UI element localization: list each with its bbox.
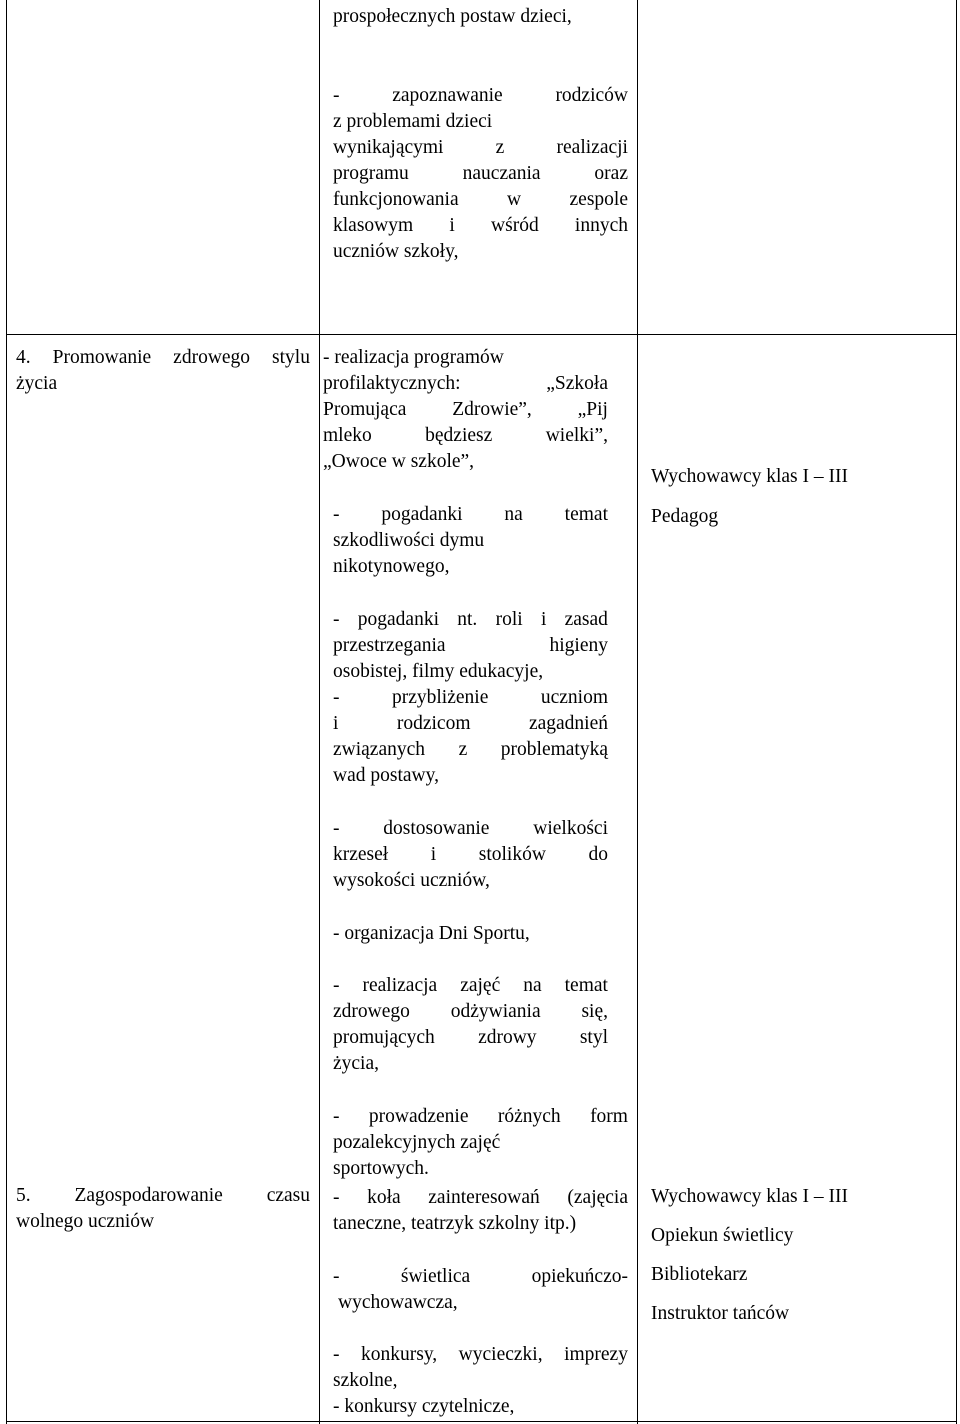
cell-text-line: wychowawcza, bbox=[338, 1292, 458, 1313]
word: wynikającymi bbox=[333, 137, 444, 158]
word: dostosowanie bbox=[383, 818, 490, 839]
word: „Pij bbox=[577, 399, 608, 420]
cell-text-line: życia, bbox=[333, 1053, 380, 1074]
word: klasowym bbox=[333, 215, 414, 236]
cell-text-line bbox=[333, 1104, 628, 1130]
word: rodziców bbox=[555, 85, 628, 106]
word: - bbox=[333, 818, 340, 839]
cell-text-line bbox=[333, 1342, 628, 1368]
word: zespole bbox=[569, 189, 628, 210]
word: temat bbox=[564, 504, 608, 525]
cell-text-line bbox=[333, 1185, 628, 1211]
cell-text-line bbox=[333, 999, 608, 1025]
cell-text-line bbox=[333, 1264, 628, 1290]
row-title-line bbox=[16, 345, 310, 371]
responsible-person: Bibliotekarz bbox=[651, 1264, 748, 1285]
word: realizacja bbox=[362, 975, 438, 996]
cell-text-line: wysokości uczniów, bbox=[333, 870, 490, 891]
table-border-bottom bbox=[6, 1421, 957, 1422]
cell-text-line: osobistej, filmy edukacyje, bbox=[333, 661, 544, 682]
table-row-divider bbox=[6, 334, 957, 335]
cell-text-line: wad postawy, bbox=[333, 765, 439, 786]
cell-text-line bbox=[333, 842, 608, 868]
word: będziesz bbox=[425, 425, 493, 446]
word: różnych bbox=[497, 1106, 561, 1127]
word: 4. bbox=[16, 347, 31, 368]
word: Promowanie bbox=[52, 347, 152, 368]
cell-text-line bbox=[333, 213, 628, 239]
word: nauczania bbox=[462, 163, 541, 184]
row-title-line: wolnego uczniów bbox=[16, 1211, 155, 1232]
word: - bbox=[333, 1266, 340, 1287]
word: wielki”, bbox=[545, 425, 608, 446]
word: realizacji bbox=[556, 137, 628, 158]
word: Zdrowie”, bbox=[452, 399, 532, 420]
cell-text-line bbox=[333, 607, 608, 633]
word: - bbox=[333, 85, 340, 106]
row-title-line: życia bbox=[16, 373, 58, 394]
cell-text-line: pozalekcyjnych zajęć bbox=[333, 1132, 501, 1153]
word: zainteresowań bbox=[428, 1187, 540, 1208]
responsible-person: Wychowawcy klas I – III bbox=[651, 466, 848, 487]
word: z bbox=[458, 739, 468, 760]
word: i bbox=[430, 844, 437, 865]
word: - bbox=[333, 687, 340, 708]
cell-text-line: taneczne, teatrzyk szkolny itp.) bbox=[333, 1213, 577, 1234]
word: wielkości bbox=[533, 818, 608, 839]
word: do bbox=[588, 844, 608, 865]
word: związanych bbox=[333, 739, 426, 760]
word: z bbox=[495, 137, 505, 158]
word: problematyką bbox=[500, 739, 608, 760]
word: stylu bbox=[272, 347, 310, 368]
word: koła bbox=[367, 1187, 401, 1208]
word: temat bbox=[564, 975, 608, 996]
word: zdrowego bbox=[173, 347, 251, 368]
word: krzeseł bbox=[333, 844, 389, 865]
word: na bbox=[504, 504, 523, 525]
word: - bbox=[333, 1187, 340, 1208]
word: zapoznawanie bbox=[392, 85, 503, 106]
word: uczniom bbox=[540, 687, 608, 708]
word: zajęć bbox=[460, 975, 501, 996]
word: zagadnień bbox=[528, 713, 608, 734]
word: przybliżenie bbox=[391, 687, 489, 708]
word: - bbox=[333, 1344, 340, 1365]
word: higieny bbox=[549, 635, 608, 656]
word: czasu bbox=[266, 1185, 310, 1206]
word: profilaktycznych: bbox=[323, 373, 461, 394]
word: styl bbox=[579, 1027, 608, 1048]
cell-text-line bbox=[323, 371, 608, 397]
row-title-line bbox=[16, 1183, 310, 1209]
word: innych bbox=[574, 215, 628, 236]
word: wśród bbox=[491, 215, 539, 236]
word: oraz bbox=[594, 163, 628, 184]
word: Zagospodarowanie bbox=[74, 1185, 223, 1206]
table-border-col3 bbox=[637, 0, 638, 1424]
cell-text-line bbox=[333, 633, 608, 659]
table-border-right bbox=[956, 0, 957, 1424]
word: roli bbox=[495, 609, 523, 630]
cell-text-line bbox=[333, 83, 628, 109]
cell-text-line: nikotynowego, bbox=[333, 556, 450, 577]
word: prowadzenie bbox=[368, 1106, 469, 1127]
word: pogadanki bbox=[381, 504, 463, 525]
word: Promująca bbox=[323, 399, 407, 420]
word: i bbox=[540, 609, 547, 630]
cell-text-line bbox=[333, 135, 628, 161]
cell-text-line: szkodliwości dymu bbox=[333, 530, 485, 551]
cell-text-line bbox=[323, 397, 608, 423]
cell-text-line: - realizacja programów bbox=[323, 347, 504, 368]
word: się, bbox=[581, 1001, 608, 1022]
word: „Szkoła bbox=[546, 373, 608, 394]
word: promujących bbox=[333, 1027, 435, 1048]
cell-text-line bbox=[333, 685, 608, 711]
cell-text-line bbox=[333, 737, 608, 763]
word: - bbox=[333, 609, 340, 630]
cell-text-line: - organizacja Dni Sportu, bbox=[333, 923, 530, 944]
word: mleko bbox=[323, 425, 372, 446]
cell-text-line: z problemami dzieci bbox=[333, 111, 493, 132]
word: programu bbox=[333, 163, 409, 184]
cell-text-line: szkolne, bbox=[333, 1370, 398, 1391]
word: - bbox=[333, 504, 340, 525]
word: wycieczki, bbox=[458, 1344, 543, 1365]
responsible-person: Wychowawcy klas I – III bbox=[651, 1186, 848, 1207]
word: i bbox=[449, 215, 455, 236]
word: odżywiania bbox=[450, 1001, 541, 1022]
word: stolików bbox=[478, 844, 546, 865]
word: przestrzegania bbox=[333, 635, 446, 656]
cell-text-line bbox=[333, 1025, 608, 1051]
word: świetlica bbox=[400, 1266, 471, 1287]
word: zdrowy bbox=[478, 1027, 537, 1048]
word: na bbox=[523, 975, 542, 996]
cell-text-line bbox=[333, 502, 608, 528]
word: funkcjonowania bbox=[333, 189, 459, 210]
word: 5. bbox=[16, 1185, 31, 1206]
word: i bbox=[333, 713, 339, 734]
responsible-person: Instruktor tańców bbox=[651, 1303, 790, 1324]
word: zasad bbox=[564, 609, 608, 630]
cell-text-line bbox=[333, 816, 608, 842]
word: form bbox=[590, 1106, 628, 1127]
cell-text-line bbox=[323, 423, 608, 449]
cell-text-line: prospołecznych postaw dzieci, bbox=[333, 6, 572, 27]
word: - bbox=[333, 975, 340, 996]
cell-text-line bbox=[333, 711, 608, 737]
cell-text-line: uczniów szkoły, bbox=[333, 241, 459, 262]
cell-text-line bbox=[333, 973, 608, 999]
cell-text-line: „Owoce w szkole”, bbox=[323, 451, 475, 472]
table-border-col2 bbox=[319, 0, 320, 1424]
cell-text-line: sportowych. bbox=[333, 1158, 429, 1179]
cell-text-line bbox=[333, 161, 628, 187]
cell-text-line: - konkursy czytelnicze, bbox=[333, 1396, 515, 1417]
word: pogadanki bbox=[357, 609, 439, 630]
word: rodzicom bbox=[396, 713, 471, 734]
cell-text-line bbox=[333, 187, 628, 213]
responsible-person: Pedagog bbox=[651, 506, 719, 527]
word: w bbox=[507, 189, 522, 210]
word: opiekuńczo- bbox=[531, 1266, 628, 1287]
table-border-left bbox=[6, 0, 7, 1424]
word: (zajęcia bbox=[567, 1187, 628, 1208]
word: imprezy bbox=[564, 1344, 628, 1365]
responsible-person: Opiekun świetlicy bbox=[651, 1225, 794, 1246]
word: - bbox=[333, 1106, 340, 1127]
word: zdrowego bbox=[333, 1001, 410, 1022]
word: konkursy, bbox=[360, 1344, 438, 1365]
word: nt. bbox=[457, 609, 478, 630]
